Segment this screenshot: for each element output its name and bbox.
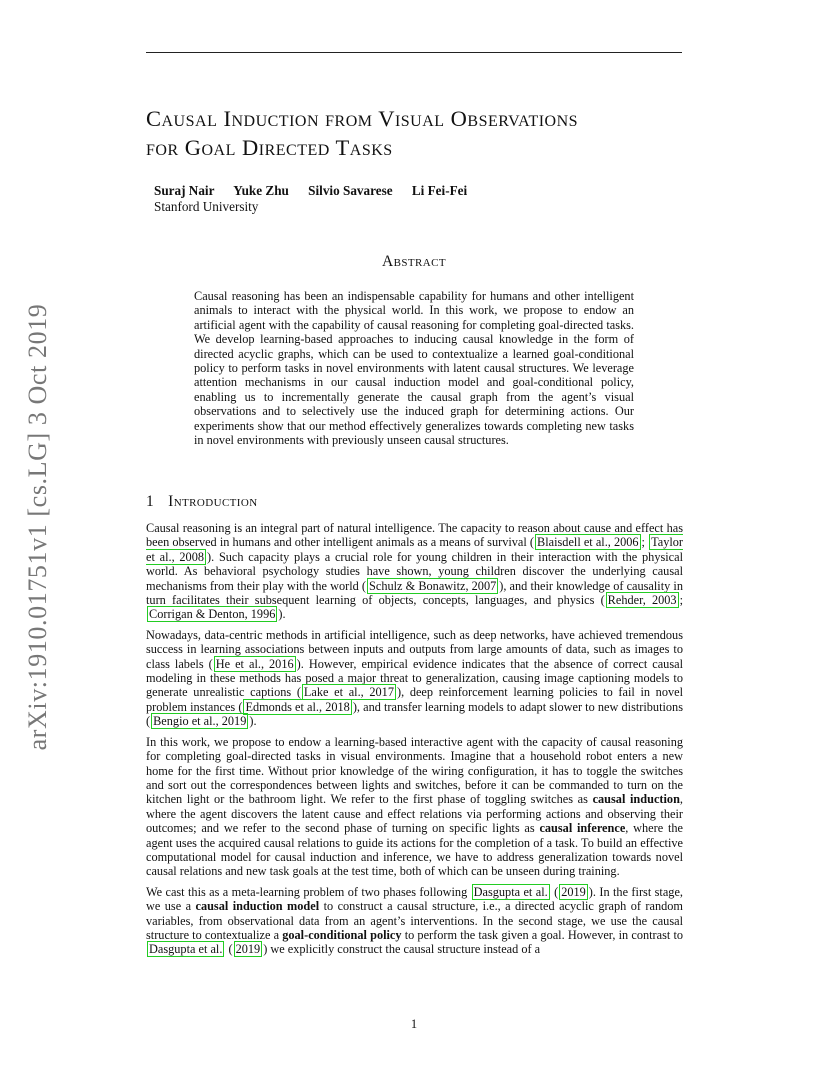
citation-link[interactable]: Dasgupta et al.	[149, 942, 223, 957]
bold-term: causal inference	[539, 821, 626, 836]
citation-link[interactable]: Corrigan & Denton, 1996	[149, 607, 276, 622]
text-run: ).	[249, 714, 257, 729]
citation-link[interactable]: 2019	[235, 942, 261, 957]
citation-link[interactable]: Schulz & Bonawitz, 2007	[369, 578, 497, 593]
text-run: ). In the first stage, we use a	[146, 884, 683, 914]
affiliation: Stanford University	[154, 199, 259, 214]
citation-link[interactable]: Dasgupta et al.	[473, 884, 548, 899]
text-run: ;	[641, 535, 649, 550]
paragraph	[146, 628, 683, 729]
abstract-text: Causal reasoning has been an indispensable capability for humans and other intelligent animals to interact with the physical world. In this work, we propose to endow an artificial agent with the capability of causal reasoning for completing goal-directed tasks. We develop learning-based approaches to inducing causal knowledge in the form of directed acyclic graphs, which can be used to contextualize a learned goal-conditional policy to perform tasks in novel environments with latent causal structures. We leverage attention mechanisms in our causal induction model and goal-conditional policy, enabling us to incrementally generate the causal graph from the agent’s visual observations and to selectively use the induced graph for determining actions. Our experiments show that our method effectively generalizes towards completing new tasks in novel environments with previously unseen causal structures.	[194, 289, 634, 448]
author-name: Suraj Nair	[154, 183, 215, 198]
citation-link[interactable]: 2019	[561, 884, 586, 899]
text-run: ), and transfer learning models to adapt slower to new distributions (	[146, 699, 683, 729]
text-run: ).	[278, 607, 286, 622]
text-run: ). Such capacity plays a crucial role for young children in their interaction with the physical world. As behavioral psychology studies have shown, young children discover the underlying causal mechanisms from their play with the world (	[146, 549, 684, 593]
introduction-body	[146, 521, 683, 963]
text-run: Causal reasoning is an integral part of natural intelligence. The capacity to reason about cause and effect has been observed in humans and other intelligent animals as a means of survival (	[146, 521, 683, 550]
author-list	[154, 183, 483, 199]
text-run: ) we explicitly construct the causal structure instead of a	[263, 942, 541, 957]
text-run: We cast this as a meta-learning problem of two phases following	[146, 884, 471, 899]
text-run: In this work, we propose to endow a learning-based interactive agent with the capacity of causal reasoning for completing goal-directed tasks in visual environments. Imagine that a household robot enters a new home for the first time. Without prior knowledge of the wiring configuration, it has to toggle the switches and sort out the correspondences between lights and switches, before it can be commanded to turn on the kitchen light or the bathroom light. We refer to the first phase of toggling switches as	[146, 734, 683, 807]
arxiv-identifier-stamp: arXiv:1910.01751v1 [cs.LG] 3 Oct 2019	[23, 303, 52, 751]
citation-link[interactable]: He et al., 2016	[215, 656, 294, 671]
text-run: to construct a causal structure, i.e., a directed acyclic graph of random variables, from observational data from an agent’s interventions. In the second stage, we use the causal structure to contextualize a	[146, 899, 683, 942]
section-number: 1	[146, 493, 155, 510]
abstract-heading: Abstract	[382, 253, 446, 270]
citation-link[interactable]: Edmonds et al., 2018	[245, 699, 350, 714]
text-run: (	[550, 884, 559, 899]
text-run: Nowadays, data-centric methods in artificial intelligence, such as deep networks, have achieved tremendous success in learning associations between inputs and outputs from large amounts of data, such as images to class labels (	[146, 627, 683, 671]
text-run: (	[225, 942, 233, 957]
bold-term: causal induction model	[195, 899, 320, 914]
text-run: ;	[679, 593, 683, 608]
text-run: ), and their knowledge of causality in turn facilitates their subsequent learning of objects, concepts, languages, and physics (	[146, 578, 683, 608]
text-run: , where the agent discovers the latent cause and effect relations via performing actions and observing their outcomes; and we refer to the second phase of turning on specific lights as	[146, 792, 683, 836]
citation-link[interactable]: Taylor et al., 2008	[146, 535, 683, 564]
top-rule	[146, 52, 682, 53]
text-run: ), deep reinforcement learning policies to fail in novel problem instances (	[146, 685, 683, 714]
citation-link[interactable]: Rehder, 2003	[607, 593, 677, 608]
text-run: , where the agent uses the acquired causal relations to guide its actions for the completion of a task. To build an effective computational model for causal induction and inference, we have to address generalization towards novel causal relations and new task goals at the test time, both of which can be unseen during training.	[146, 821, 683, 879]
paragraph	[146, 735, 683, 879]
section-heading-introduction	[146, 493, 258, 511]
title-line-2: for Goal Directed Tasks	[146, 135, 393, 160]
text-run: ). However, empirical evidence indicates that the absence of correct causal modeling in these methods has posed a major threat to generalization, causing image captioning models to generate unrealistic captions (	[146, 656, 683, 700]
author-name: Yuke Zhu	[233, 183, 289, 198]
citation-link[interactable]: Blaisdell et al., 2006	[537, 535, 639, 550]
paper-title	[146, 104, 706, 162]
section-title: Introduction	[168, 493, 258, 510]
citation-link[interactable]: Bengio et al., 2019	[153, 714, 247, 729]
author-name: Li Fei-Fei	[411, 183, 468, 198]
paragraph	[146, 885, 683, 957]
text-run: to perform the task given a goal. However, in contrast to	[401, 927, 684, 942]
citation-link[interactable]: Lake et al., 2017	[303, 685, 394, 700]
page-number: 1	[410, 1017, 418, 1031]
bold-term: goal-conditional policy	[282, 927, 402, 942]
author-name: Silvio Savarese	[308, 183, 393, 198]
title-line-1: Causal Induction from Visual Observations	[146, 106, 579, 131]
bold-term: causal induction	[592, 792, 680, 807]
paragraph	[146, 521, 683, 622]
